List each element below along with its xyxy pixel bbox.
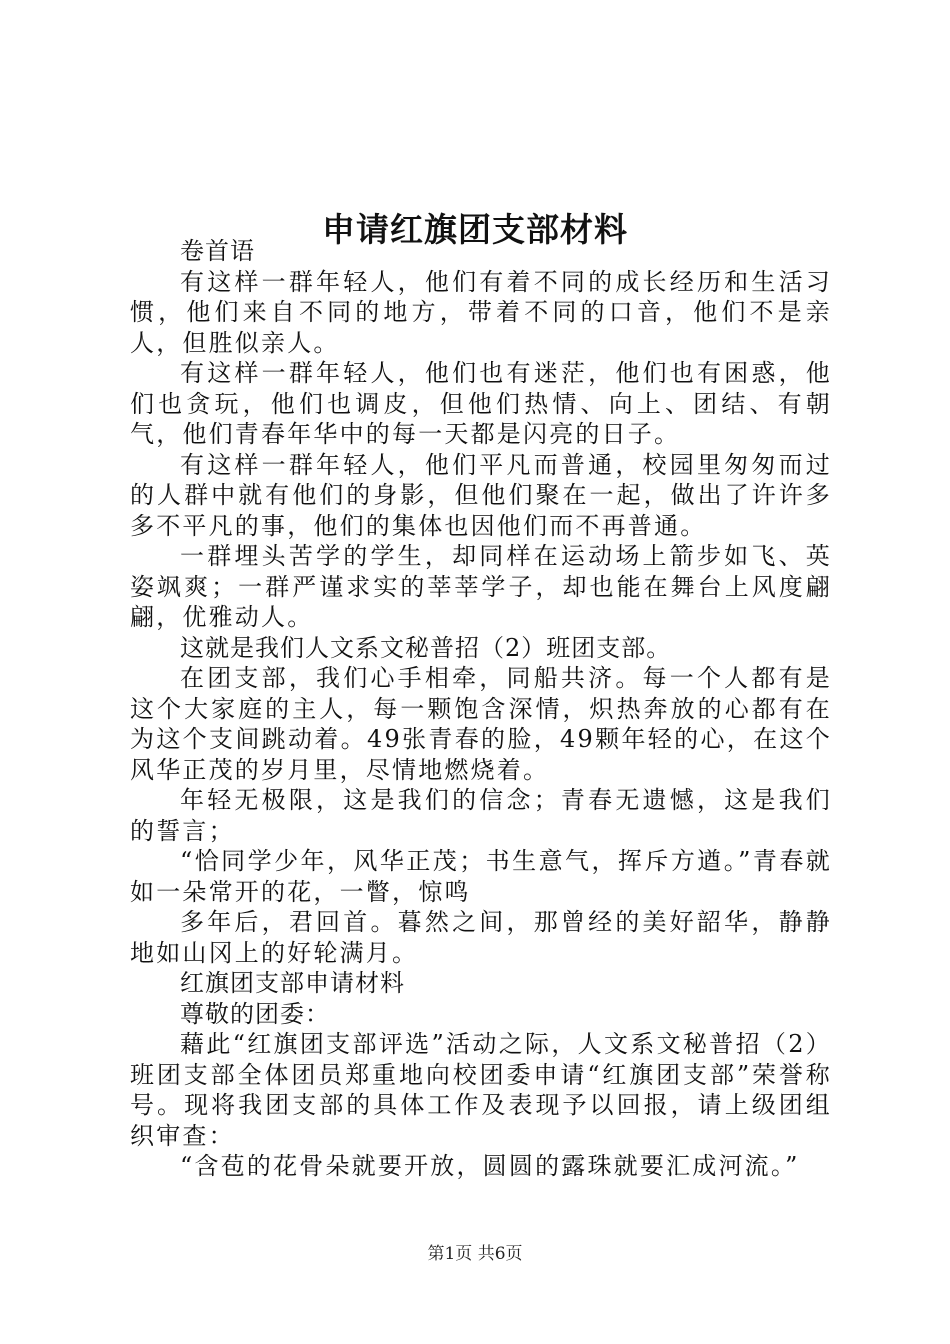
document-title: 申请红旗团支部材料 [322,210,628,250]
paragraph: “恰同学少年，风华正茂；书生意气，挥斥方遒。”青春就如一朵常开的花，一瞥，惊鸣 [130,847,832,906]
page-footer: 第1页 共6页 [427,1244,523,1264]
paragraph: 有这样一群年轻人，他们也有迷茫，他们也有困惑，他们也贪玩，他们也调皮，但他们热情、向上、团结、有朝气，他们青春年华中的每一天都是闪亮的日子。 [130,359,832,448]
paragraph-preface: 卷首语 [180,237,255,265]
paragraph: 在团支部，我们心手相牵，同船共济。每一个人都有是这个大家庭的主人，每一颗饱含深情，炽热奔放的心都有在为这个支间跳动着。49张青春的脸，49颗年轻的心，在这个风华正茂的岁月里，尽情地燃烧着。 [130,664,832,784]
document-body [130,236,832,1182]
salutation: 尊敬的团委： [180,999,330,1028]
paragraph: 藉此“红旗团支部评选”活动之际，人文系文秘普招（2）班团支部全体团员郑重地向校团委申请“红旗团支部”荣誉称号。现将我团支部的具体工作及表现予以回报，请上级团组织审查： [130,1030,832,1150]
paragraph: 多年后，君回首。暮然之间，那曾经的美好韶华，静静地如山冈上的好轮满月。 [130,908,832,967]
section-heading: 红旗团支部申请材料 [180,969,405,997]
paragraph: 有这样一群年轻人，他们有着不同的成长经历和生活习惯，他们来自不同的地方，带着不同的口音，他们不是亲人，但胜似亲人。 [130,267,832,357]
paragraph: 年轻无极限，这是我们的信念；青春无遗憾，这是我们的誓言； [130,786,832,845]
paragraph: 一群埋头苦学的学生，却同样在运动场上箭步如飞、英姿飒爽；一群严谨求实的莘莘学子，却也能在舞台上风度翩翩，优雅动人。 [130,542,832,631]
paragraph: “含苞的花骨朵就要开放，圆圆的露珠就要汇成河流。” [180,1152,800,1180]
paragraph: 有这样一群年轻人，他们平凡而普通，校园里匆匆而过的人群中就有他们的身影，但他们聚在一起，做出了许许多多不平凡的事，他们的集体也因他们而不再普通。 [130,450,832,540]
paragraph: 这就是我们人文系文秘普招（2）班团支部。 [180,633,672,662]
